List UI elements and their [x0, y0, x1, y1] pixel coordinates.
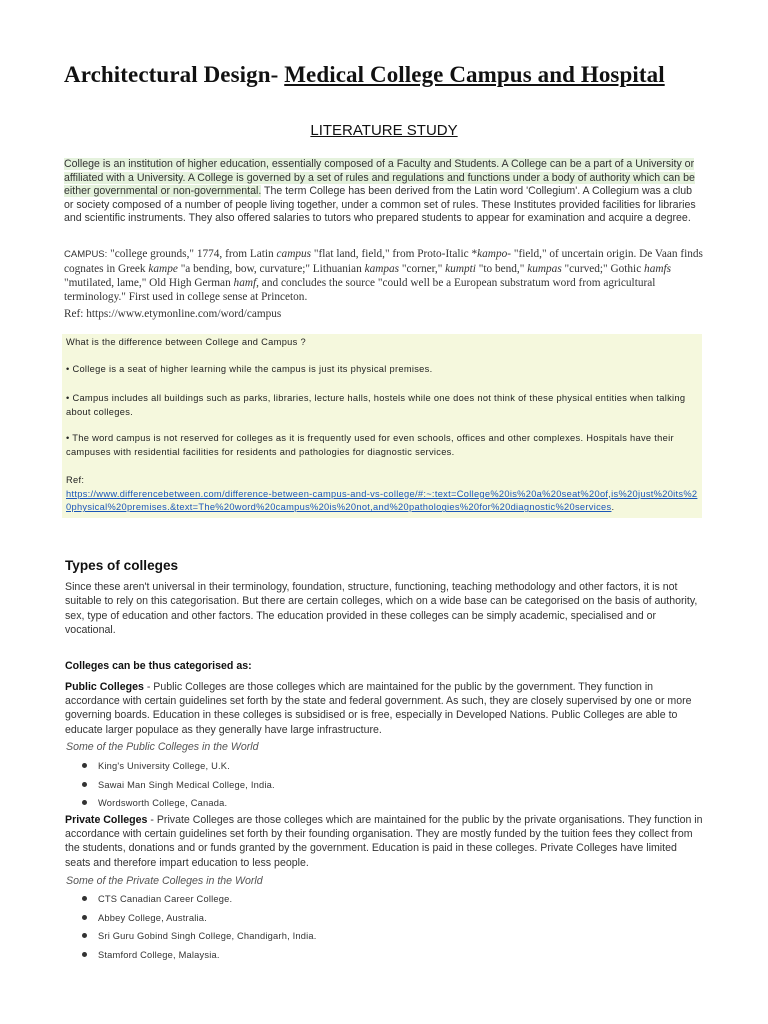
title-prefix: Architectural Design- — [64, 62, 285, 87]
private-colleges-paragraph — [65, 813, 705, 870]
box-bullet-2: • Campus includes all buildings such as parks, libraries, lecture halls, hostels while one does not think of these physical entities when talking about colleges. — [66, 393, 686, 417]
list-item — [82, 948, 682, 967]
list-item-text: Wordsworth College, Canada. — [98, 798, 228, 809]
campus-term: kumpas — [527, 263, 562, 275]
campus-text: "corner," — [399, 263, 446, 275]
intro-rest-text: The term College has been derived from the Latin word 'Collegium'. A Collegium was a club or society composed of a number of people living together, under a common set of rules. These Institutes provided facilities for libraries and scientific instruments. They also offered salaries to tutors who prepared students to appear for examination and acquire a degree. — [64, 185, 696, 225]
list-item-text: Stamford College, Malaysia. — [98, 949, 220, 960]
title-underlined: Medical College Campus and Hospital — [284, 62, 665, 87]
list-item — [82, 778, 682, 797]
box-bullet-3: • The word campus is not reserved for colleges as it is frequently used for even schools, offices and other complexes. Hospitals have their campuses with residential facilities for residents and pathologies for diagnostic services. — [66, 433, 674, 457]
campus-label: CAMPUS: — [64, 249, 108, 260]
bullet-icon — [82, 952, 87, 957]
private-colleges-label: Private Colleges — [65, 814, 148, 826]
box-reference — [66, 474, 698, 515]
intro-highlighted-text: College is an institution of higher education, essentially composed of a Faculty and Students. A College can be a part of a University or affiliated with a University. A College is governed by a set of rules and regulations and functions under a body of authority which can be either governmental or non-governmental. — [64, 158, 695, 198]
college-vs-campus-box — [62, 334, 702, 518]
section-subtitle: LITERATURE STUDY — [310, 122, 458, 139]
campus-text: "curved;" Gothic — [561, 263, 645, 275]
types-heading: Types of colleges — [65, 558, 179, 573]
public-colleges-list — [82, 759, 682, 815]
campus-term: kumpti — [445, 263, 476, 275]
campus-text: "mutilated, lame," Old High German — [64, 277, 234, 289]
campus-term: kampe — [148, 263, 178, 275]
bullet-icon — [82, 782, 87, 787]
bullet-icon — [82, 915, 87, 920]
list-item-text: CTS Canadian Career College. — [98, 894, 233, 904]
bullet-icon — [82, 763, 87, 768]
bullet-icon — [82, 933, 87, 938]
private-colleges-list — [82, 892, 682, 966]
bullet-icon — [82, 800, 87, 805]
box-bullet-1: • College is a seat of higher learning while the campus is just its physical premises. — [66, 364, 433, 374]
campus-definition — [64, 247, 704, 304]
campus-term: kampas — [364, 263, 400, 275]
campus-text: , and concludes the source "could well be a European substratum word from agricultural terminology." First used in college sense at Princeton. — [64, 277, 656, 303]
box-ref-label: Ref: — [66, 475, 85, 485]
etymology-reference: Ref: https://www.etymonline.com/word/campus — [64, 308, 282, 320]
bullet-icon — [82, 896, 87, 901]
document-title — [64, 62, 724, 88]
list-item — [82, 929, 682, 948]
campus-text: "a bending, bow, curvature;" Lithuanian — [177, 263, 365, 275]
private-colleges-caption: Some of the Private Colleges in the World — [66, 875, 263, 887]
public-colleges-paragraph — [65, 680, 705, 737]
list-item-text: Abbey College, Australia. — [98, 912, 207, 923]
campus-text: "college grounds," 1774, from Latin — [107, 248, 277, 260]
public-colleges-text: - Public Colleges are those colleges which are maintained for the public by the government. They function in accordance with certain guidelines set forth by the state and federal government. As such, they are closely supervised by one or more governing boards. Education in these colleges is subsidised or is free, especially in Developed Nations. Public Colleges are able to educate larger populace as they generally have large infrastructure. — [65, 681, 692, 736]
intro-paragraph — [64, 158, 704, 226]
public-colleges-label: Public Colleges — [65, 681, 144, 693]
list-item-text: King's University College, U.K. — [98, 761, 230, 771]
categories-heading: Colleges can be thus categorised as: — [65, 660, 252, 672]
list-item-text: Sawai Man Singh Medical College, India. — [98, 779, 275, 790]
public-colleges-caption: Some of the Public Colleges in the World — [66, 741, 259, 753]
types-paragraph: Since these aren't universal in their terminology, foundation, structure, functioning, teaching methodology and other factors, it is not suitable to rely on this categorisation. But there are certain colleges, which on a wide base can be categorised on the basis of authority, sex, type of education and other factors. The education provided in these colleges can be simply academic, specialised and or vocational. — [65, 581, 698, 637]
list-item-text: Sri Guru Gobind Singh College, Chandigarh, India. — [98, 931, 317, 942]
campus-term: campus — [276, 248, 312, 260]
box-ref-end: . — [611, 502, 615, 513]
campus-text: "to bend," — [475, 263, 528, 275]
list-item — [82, 796, 682, 815]
private-colleges-text: - Private Colleges are those colleges which are maintained for the public by the private organisations. They function in accordance with certain guidelines set forth by their founding organisation. They are mostly funded by the tuition fees they collect from the students, donations and or funds granted by the government. Education is paid in these colleges. Private Colleges have limited seats and therefore impart education to less people. — [65, 814, 703, 869]
campus-text: "flat land, field," from Proto-Italic * — [311, 248, 478, 260]
campus-term: hamf — [233, 277, 257, 289]
difference-reference-link[interactable]: https://www.differencebetween.com/difference-between-campus-and-vs-college/#:~:text=College%20is%20a%20seat%20of,is%20just%20its%20physical%20premises.&text=The%20word%20campus%20is%20not,and%20pathologies%20for%20diagnostic%20services — [66, 488, 698, 513]
campus-text: "field," of uncertain origin. De Vaan finds cognates in Greek — [64, 248, 703, 275]
box-question: What is the difference between College and Campus ? — [66, 337, 306, 347]
list-item — [82, 892, 682, 911]
list-item — [82, 911, 682, 930]
campus-term: kampo- — [477, 248, 512, 260]
list-item — [82, 759, 682, 778]
campus-term: hamfs — [644, 263, 672, 275]
